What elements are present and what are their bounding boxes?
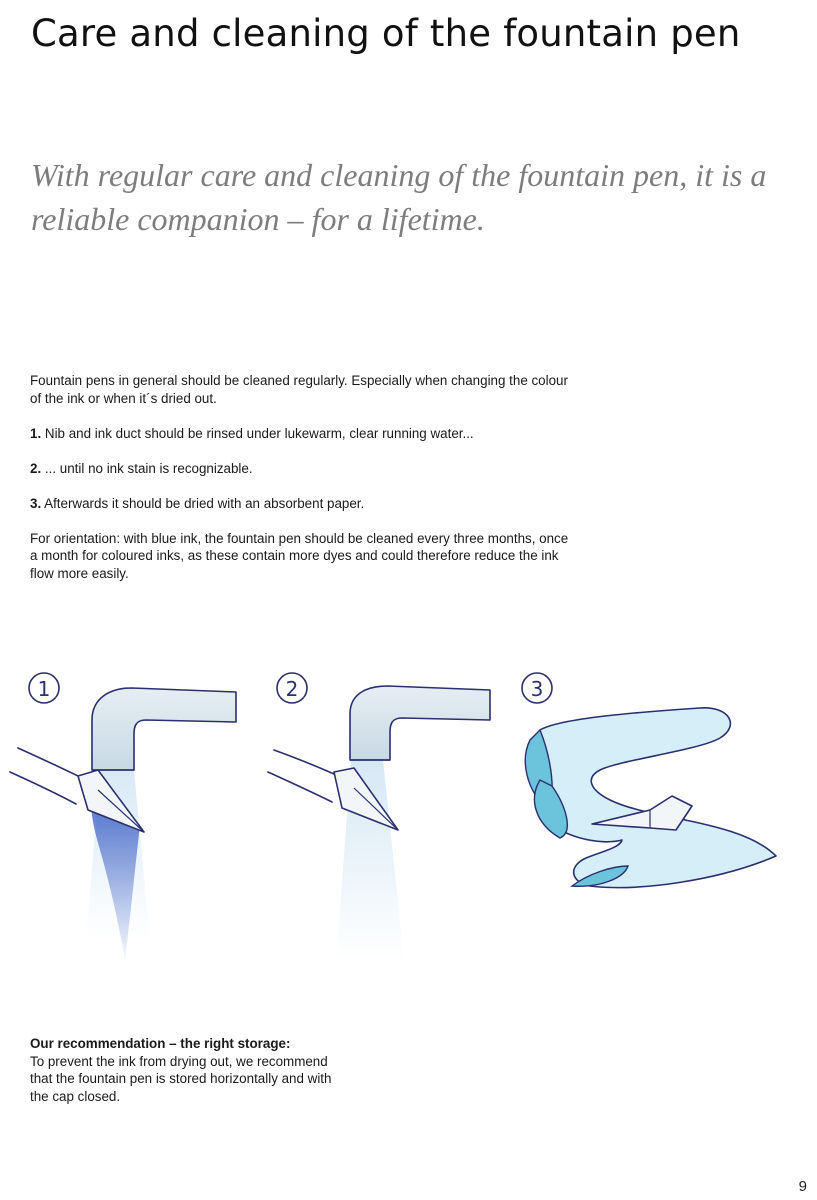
storage-recommendation <box>30 1035 350 1105</box>
step-1-text: Nib and ink duct should be rinsed under lukewarm, clear running water... <box>44 425 474 441</box>
faucet-1-icon <box>92 688 236 770</box>
illustration-step-3 <box>522 673 776 888</box>
step-1-badge-label: 1 <box>37 677 51 701</box>
step-3-badge-label: 3 <box>530 677 544 701</box>
step-2-number: 2. <box>30 460 42 476</box>
faucet-2-icon <box>350 686 490 760</box>
step-3-number: 3. <box>30 495 42 511</box>
illustration-step-2 <box>268 673 490 960</box>
step-1-badge <box>29 673 59 703</box>
page-title: Care and cleaning of the fountain pen <box>31 12 741 55</box>
intro-paragraph: Fountain pens in general should be cleaned regularly. Especially when changing the colour of the ink or when it´s dried out. <box>30 373 568 406</box>
step-1-number: 1. <box>30 425 42 441</box>
orientation-paragraph: For orientation: with blue ink, the fountain pen should be cleaned every three months, once a month for coloured inks, as these contain more dyes and could therefore reduce the ink flow more easily. <box>30 530 569 581</box>
illustration-step-1 <box>10 673 236 960</box>
instructions <box>30 372 570 600</box>
cleaning-illustration <box>0 660 817 1000</box>
step-3-badge <box>522 673 552 703</box>
step-2-badge-label: 2 <box>285 677 299 701</box>
absorbent-paper-icon <box>535 708 776 888</box>
step-2 <box>30 460 570 478</box>
step-3 <box>30 495 570 513</box>
intro-quote: With regular care and cleaning of the fountain pen, it is a reliable companion – for a lifetime. <box>31 157 767 237</box>
hand-1-icon <box>10 748 82 804</box>
step-1 <box>30 425 570 443</box>
step-2-badge <box>277 673 307 703</box>
step-3-text: Afterwards it should be dried with an absorbent paper. <box>44 495 365 511</box>
page-number: 9 <box>798 1178 807 1195</box>
hand-2-icon <box>268 750 334 802</box>
recommendation-heading: Our recommendation – the right storage: <box>30 1036 291 1051</box>
recommendation-text: To prevent the ink from drying out, we recommend that the fountain pen is stored horizontally and with the cap closed. <box>30 1053 332 1104</box>
step-2-text: ... until no ink stain is recognizable. <box>44 460 253 476</box>
